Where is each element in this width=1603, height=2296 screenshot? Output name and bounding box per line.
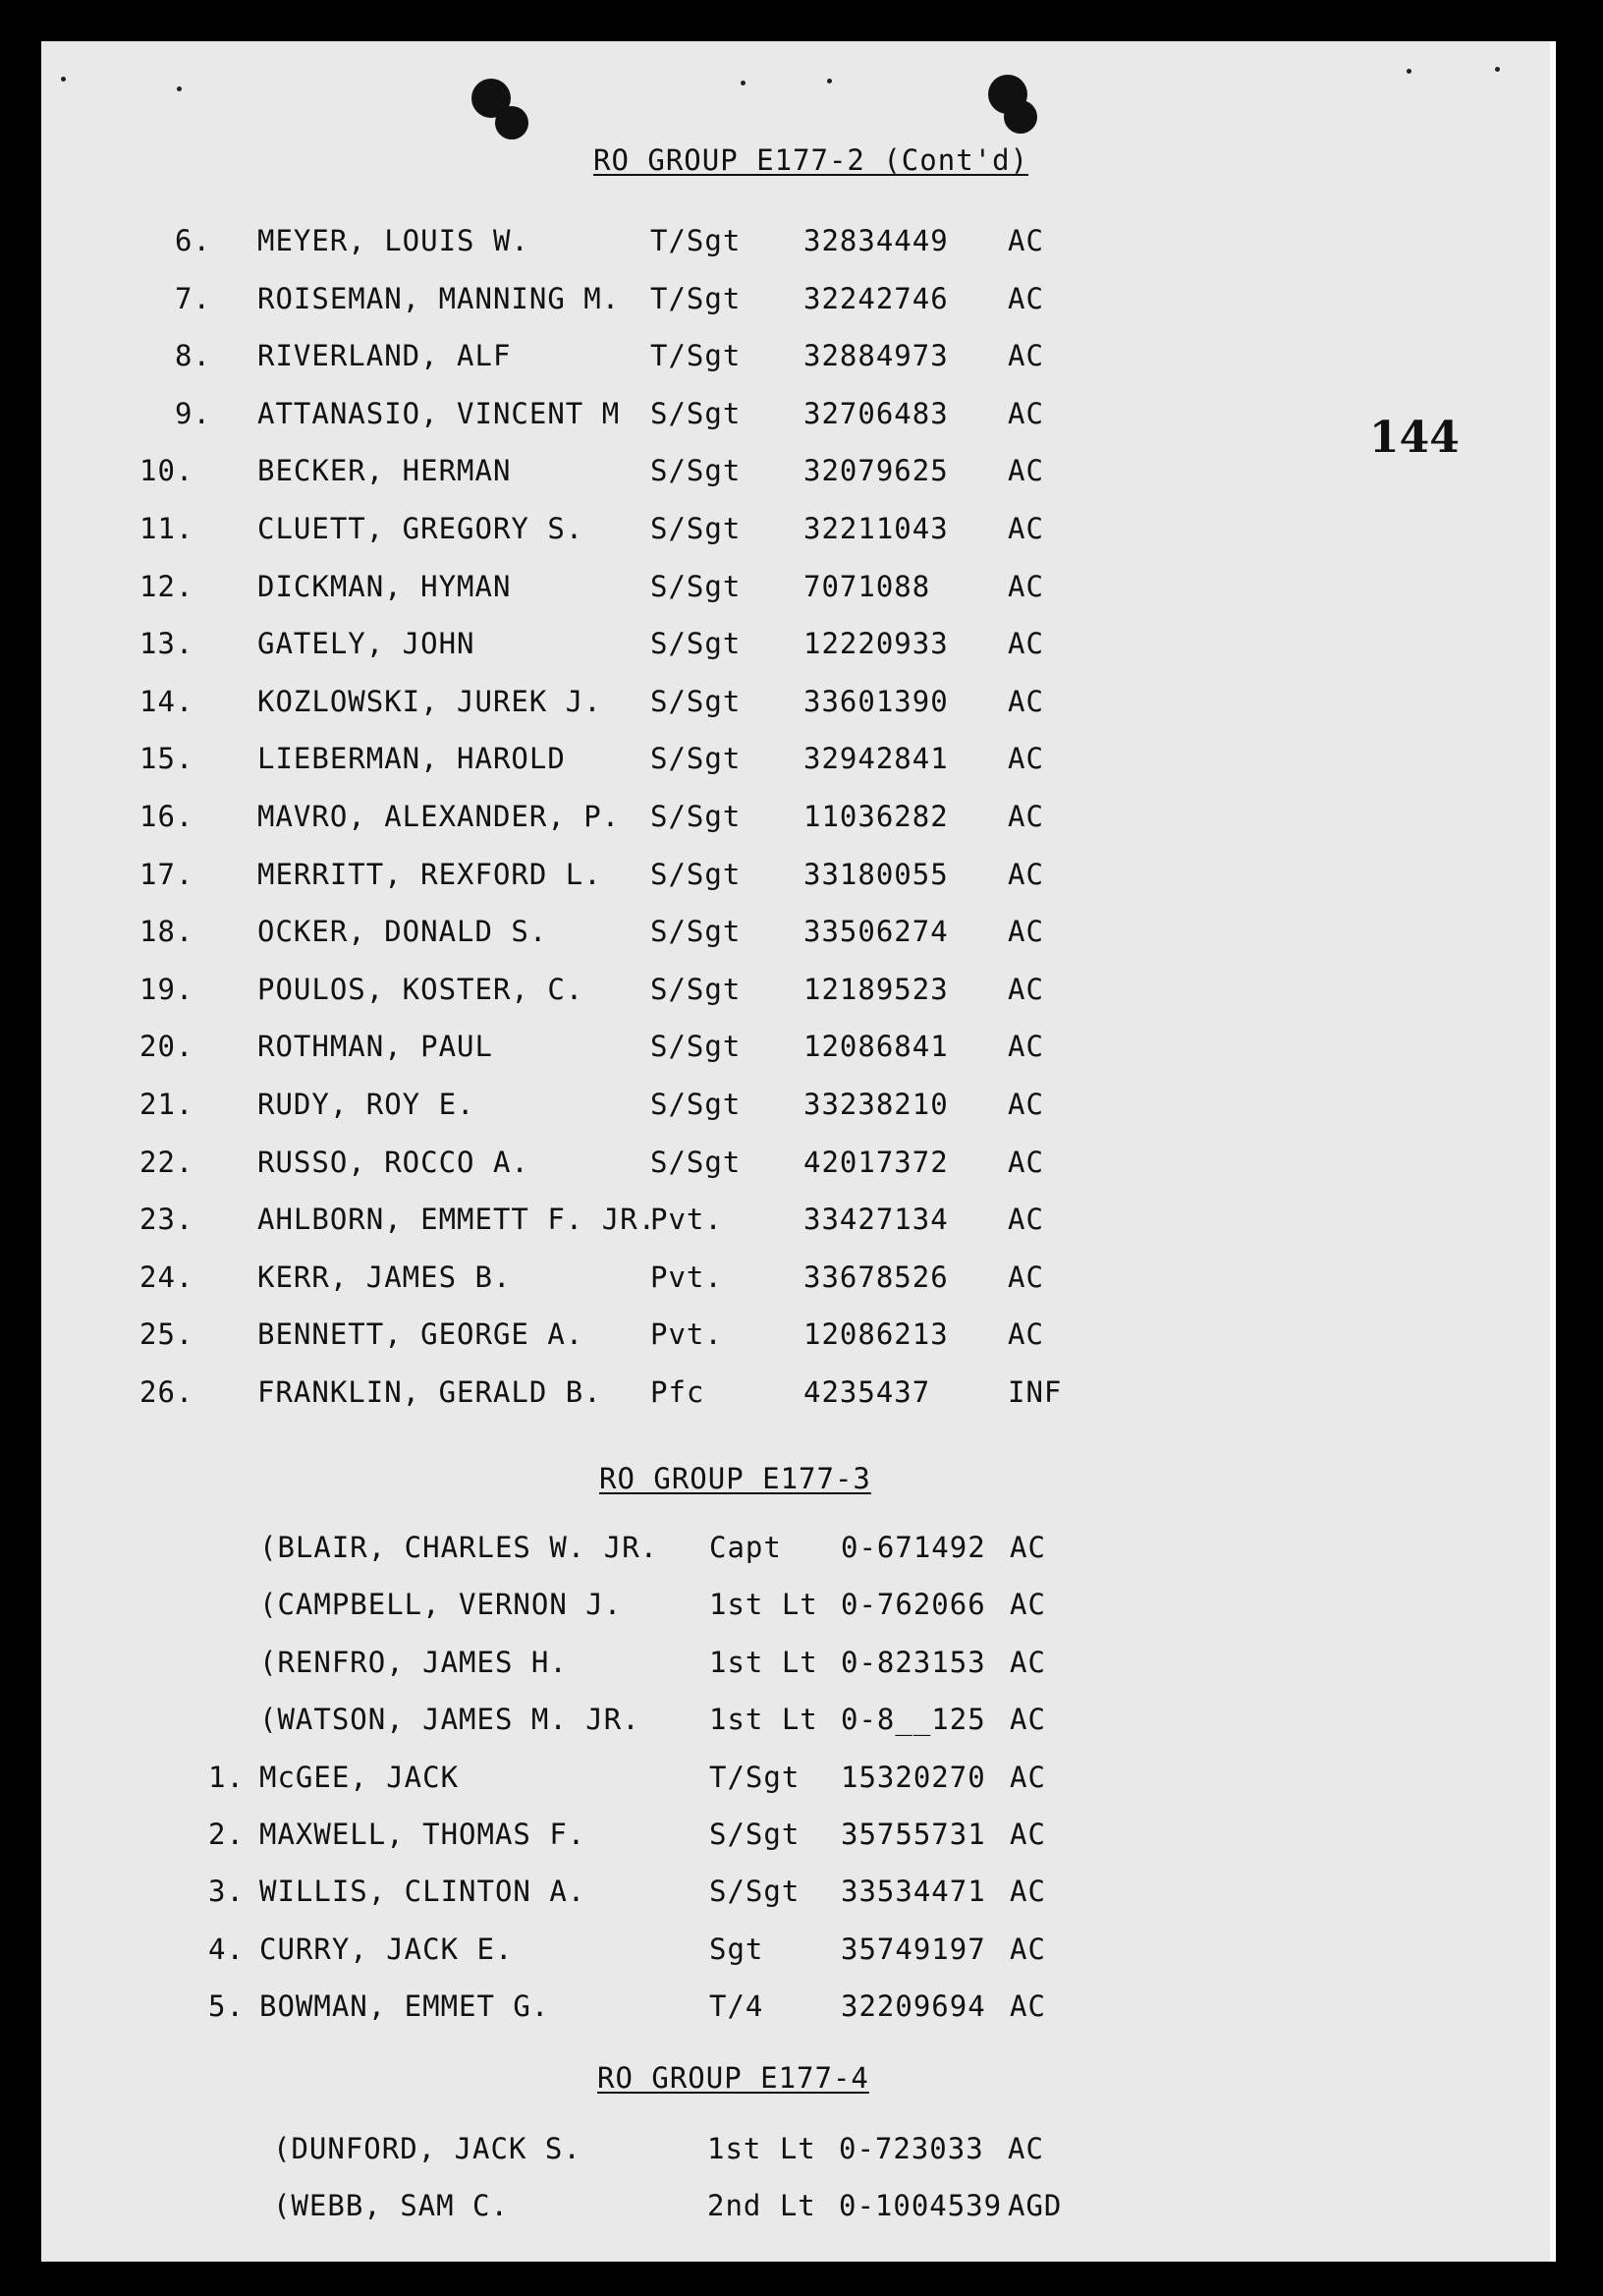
roster-serial-number: 32706483 (803, 396, 949, 430)
speck-mark (177, 86, 182, 91)
roster-rank: S/Sgt (709, 1818, 801, 1851)
roster-branch: AC (1008, 1145, 1044, 1179)
roster-branch: AC (1008, 339, 1044, 373)
roster-rank: S/Sgt (650, 1030, 742, 1064)
roster-number: 23. (139, 1203, 194, 1237)
roster-row (41, 800, 1416, 843)
roster-branch: AC (1008, 281, 1044, 315)
roster-serial-number: 33427134 (803, 1203, 949, 1237)
roster-name: GATELY, JOHN (257, 627, 475, 661)
roster-branch: AC (1010, 1645, 1046, 1679)
roster-branch: AC (1008, 454, 1044, 488)
roster-rank: 2nd Lt (707, 2188, 816, 2222)
roster-name: MAXWELL, THOMAS F. (259, 1818, 586, 1851)
roster-row (41, 1030, 1416, 1073)
roster-rank: 1st Lt (709, 1703, 818, 1737)
roster-name: BECKER, HERMAN (257, 454, 512, 488)
roster-row (41, 224, 1416, 267)
roster-number: 3. (208, 1875, 245, 1909)
roster-rank: T/Sgt (650, 281, 742, 315)
roster-rank: Pfc (650, 1375, 705, 1409)
roster-number: 24. (139, 1260, 194, 1294)
roster-branch: AC (1008, 1030, 1044, 1064)
roster-row (41, 454, 1416, 497)
roster-row (41, 512, 1416, 555)
roster-serial-number: 42017372 (803, 1145, 949, 1179)
roster-number: 16. (139, 800, 194, 833)
roster-rank: S/Sgt (650, 569, 742, 603)
roster-branch: AC (1008, 742, 1044, 776)
roster-serial-number: 0-823153 (841, 1645, 986, 1679)
roster-number: 25. (139, 1317, 194, 1352)
roster-row (41, 1703, 1416, 1746)
roster-name: OCKER, DONALD S. (257, 915, 548, 949)
roster-branch: AC (1008, 972, 1044, 1006)
roster-row (41, 627, 1416, 670)
roster-row (41, 1203, 1416, 1246)
roster-number: 17. (139, 857, 194, 891)
roster-row (41, 1875, 1416, 1918)
roster-branch: AC (1008, 857, 1044, 891)
roster-serial-number: 33534471 (841, 1875, 986, 1909)
roster-serial-number: 32242746 (803, 281, 949, 315)
roster-serial-number: 11036282 (803, 800, 949, 833)
roster-number: 26. (139, 1375, 194, 1409)
roster-name: FRANKLIN, GERALD B. (257, 1375, 602, 1409)
roster-row (41, 858, 1416, 901)
roster-number: 8. (175, 339, 211, 373)
roster-name: (WATSON, JAMES M. JR. (259, 1703, 640, 1737)
roster-rank: S/Sgt (650, 454, 742, 488)
roster-serial-number: 7071088 (803, 569, 931, 603)
roster-rank: T/Sgt (650, 224, 742, 257)
roster-serial-number: 12086213 (803, 1317, 949, 1352)
roster-name: MERRITT, REXFORD L. (257, 857, 602, 891)
roster-number: 10. (139, 454, 194, 488)
roster-branch: AC (1010, 1703, 1046, 1737)
roster-branch: AC (1010, 1531, 1046, 1564)
roster-rank: S/Sgt (650, 857, 742, 891)
roster-rank: S/Sgt (650, 1088, 742, 1121)
roster-row (41, 397, 1416, 440)
roster-branch: AC (1010, 1989, 1046, 2024)
roster-name: BENNETT, GEORGE A. (257, 1317, 584, 1352)
roster-row (41, 915, 1416, 958)
roster-rank: 1st Lt (709, 1645, 818, 1679)
roster-serial-number: 33601390 (803, 684, 949, 718)
roster-rank: Capt (709, 1531, 782, 1564)
roster-rank: S/Sgt (650, 1145, 742, 1179)
speck-mark (1495, 67, 1500, 72)
roster-serial-number: 32211043 (803, 512, 949, 545)
roster-rank: Pvt. (650, 1317, 723, 1352)
section-heading: RO GROUP E177-2 (Cont'd) (593, 143, 1029, 177)
roster-branch: AC (1008, 512, 1044, 545)
roster-rank: S/Sgt (650, 396, 742, 430)
roster-number: 18. (139, 915, 194, 949)
speck-mark (827, 79, 832, 84)
roster-serial-number: 0-671492 (841, 1531, 986, 1564)
roster-name: MAVRO, ALEXANDER, P. (257, 800, 621, 833)
roster-number: 11. (139, 512, 194, 545)
roster-row (41, 1317, 1416, 1361)
roster-rank: S/Sgt (650, 627, 742, 661)
roster-name: KOZLOWSKI, JUREK J. (257, 684, 602, 718)
roster-number: 5. (208, 1989, 245, 2024)
roster-row (41, 742, 1416, 785)
roster-branch: AC (1008, 2132, 1044, 2165)
roster-rank: S/Sgt (650, 742, 742, 776)
roster-rank: T/Sgt (650, 339, 742, 373)
section-heading: RO GROUP E177-3 (599, 1462, 871, 1495)
roster-name: POULOS, KOSTER, C. (257, 972, 584, 1006)
roster-row (41, 973, 1416, 1016)
roster-number: 19. (139, 972, 194, 1006)
punch-hole-left-lower (495, 106, 528, 140)
roster-branch: AC (1008, 684, 1044, 718)
roster-name: ATTANASIO, VINCENT M (257, 396, 621, 430)
roster-branch: AC (1008, 1317, 1044, 1352)
roster-branch: AC (1010, 1588, 1046, 1622)
speck-mark (1407, 69, 1411, 74)
roster-serial-number: 33678526 (803, 1260, 949, 1294)
roster-rank: 1st Lt (707, 2132, 816, 2165)
roster-serial-number: 32209694 (841, 1989, 986, 2024)
roster-serial-number: 0-8__125 (841, 1703, 986, 1737)
roster-branch: AC (1008, 800, 1044, 833)
roster-rank: S/Sgt (650, 800, 742, 833)
roster-name: McGEE, JACK (259, 1760, 460, 1794)
document-page (41, 41, 1556, 2262)
roster-serial-number: 35749197 (841, 1932, 986, 1966)
roster-rank: S/Sgt (650, 512, 742, 545)
roster-rank: Sgt (709, 1932, 764, 1966)
punch-hole-right-lower (1004, 100, 1037, 134)
roster-rank: Pvt. (650, 1203, 723, 1237)
roster-serial-number: 12220933 (803, 627, 949, 661)
roster-row (41, 2189, 1416, 2232)
roster-number: 4. (208, 1932, 245, 1966)
roster-branch: AC (1008, 1088, 1044, 1121)
roster-serial-number: 35755731 (841, 1818, 986, 1851)
roster-row (41, 1646, 1416, 1689)
roster-serial-number: 4235437 (803, 1375, 931, 1409)
roster-name: (WEBB, SAM C. (273, 2188, 509, 2222)
roster-row (41, 2132, 1416, 2175)
roster-number: 21. (139, 1088, 194, 1121)
roster-name: ROISEMAN, MANNING M. (257, 281, 621, 315)
roster-name: (RENFRO, JAMES H. (259, 1645, 568, 1679)
roster-branch: AC (1010, 1932, 1046, 1966)
roster-branch: AC (1008, 569, 1044, 603)
roster-name: DICKMAN, HYMAN (257, 569, 512, 603)
roster-rank: S/Sgt (709, 1875, 801, 1909)
roster-row (41, 1932, 1416, 1976)
roster-number: 15. (139, 742, 194, 776)
roster-number: 12. (139, 569, 194, 603)
roster-name: (DUNFORD, JACK S. (273, 2132, 581, 2165)
roster-serial-number: 33180055 (803, 857, 949, 891)
roster-serial-number: 12086841 (803, 1030, 949, 1064)
roster-row (41, 1989, 1416, 2033)
roster-number: 9. (175, 396, 211, 430)
roster-row (41, 1146, 1416, 1189)
roster-name: WILLIS, CLINTON A. (259, 1875, 586, 1909)
roster-name: (BLAIR, CHARLES W. JR. (259, 1531, 659, 1564)
roster-name: RIVERLAND, ALF (257, 339, 512, 373)
roster-serial-number: 0-1004539 (839, 2188, 1003, 2222)
roster-name: AHLBORN, EMMETT F. JR. (257, 1203, 657, 1237)
roster-branch: AC (1008, 915, 1044, 949)
roster-number: 22. (139, 1145, 194, 1179)
roster-rank: S/Sgt (650, 972, 742, 1006)
roster-branch: AGD (1008, 2188, 1063, 2222)
roster-row (41, 282, 1416, 325)
roster-name: LIEBERMAN, HAROLD (257, 742, 566, 776)
roster-branch: AC (1008, 1203, 1044, 1237)
roster-row (41, 1588, 1416, 1631)
roster-rank: S/Sgt (650, 915, 742, 949)
roster-serial-number: 33506274 (803, 915, 949, 949)
roster-row (41, 570, 1416, 613)
roster-number: 13. (139, 627, 194, 661)
roster-name: MEYER, LOUIS W. (257, 224, 529, 257)
roster-row (41, 1375, 1416, 1419)
roster-rank: 1st Lt (709, 1588, 818, 1622)
roster-row (41, 339, 1416, 382)
roster-branch: INF (1008, 1375, 1063, 1409)
speck-mark (741, 81, 746, 85)
roster-name: CLUETT, GREGORY S. (257, 512, 584, 545)
section-heading: RO GROUP E177-4 (597, 2061, 869, 2095)
roster-number: 1. (208, 1760, 245, 1794)
roster-rank: S/Sgt (650, 684, 742, 718)
roster-serial-number: 32942841 (803, 742, 949, 776)
roster-branch: AC (1010, 1760, 1046, 1794)
roster-row (41, 1088, 1416, 1131)
roster-number: 20. (139, 1030, 194, 1064)
roster-serial-number: 33238210 (803, 1088, 949, 1121)
roster-serial-number: 0-762066 (841, 1588, 986, 1622)
roster-serial-number: 15320270 (841, 1760, 986, 1794)
roster-row (41, 1260, 1416, 1304)
roster-name: BOWMAN, EMMET G. (259, 1989, 550, 2024)
roster-serial-number: 0-723033 (839, 2132, 984, 2165)
roster-number: 14. (139, 684, 194, 718)
roster-row (41, 1761, 1416, 1804)
roster-branch: AC (1008, 1260, 1044, 1294)
roster-branch: AC (1008, 396, 1044, 430)
roster-number: 7. (175, 281, 211, 315)
roster-name: KERR, JAMES B. (257, 1260, 512, 1294)
roster-branch: AC (1008, 627, 1044, 661)
page-number: 144 (1369, 413, 1460, 463)
roster-serial-number: 32834449 (803, 224, 949, 257)
roster-number: 2. (208, 1818, 245, 1851)
roster-serial-number: 12189523 (803, 972, 949, 1006)
roster-branch: AC (1008, 224, 1044, 257)
roster-row (41, 685, 1416, 728)
roster-rank: T/Sgt (709, 1760, 801, 1794)
roster-serial-number: 32884973 (803, 339, 949, 373)
roster-branch: AC (1010, 1818, 1046, 1851)
roster-name: RUDY, ROY E. (257, 1088, 475, 1121)
roster-name: RUSSO, ROCCO A. (257, 1145, 529, 1179)
roster-serial-number: 32079625 (803, 454, 949, 488)
speck-mark (61, 77, 66, 82)
roster-name: ROTHMAN, PAUL (257, 1030, 493, 1064)
roster-row (41, 1531, 1416, 1574)
roster-number: 6. (175, 224, 211, 257)
roster-branch: AC (1010, 1875, 1046, 1909)
roster-row (41, 1818, 1416, 1861)
roster-name: CURRY, JACK E. (259, 1932, 514, 1966)
roster-rank: Pvt. (650, 1260, 723, 1294)
roster-name: (CAMPBELL, VERNON J. (259, 1588, 623, 1622)
roster-rank: T/4 (709, 1989, 764, 2024)
